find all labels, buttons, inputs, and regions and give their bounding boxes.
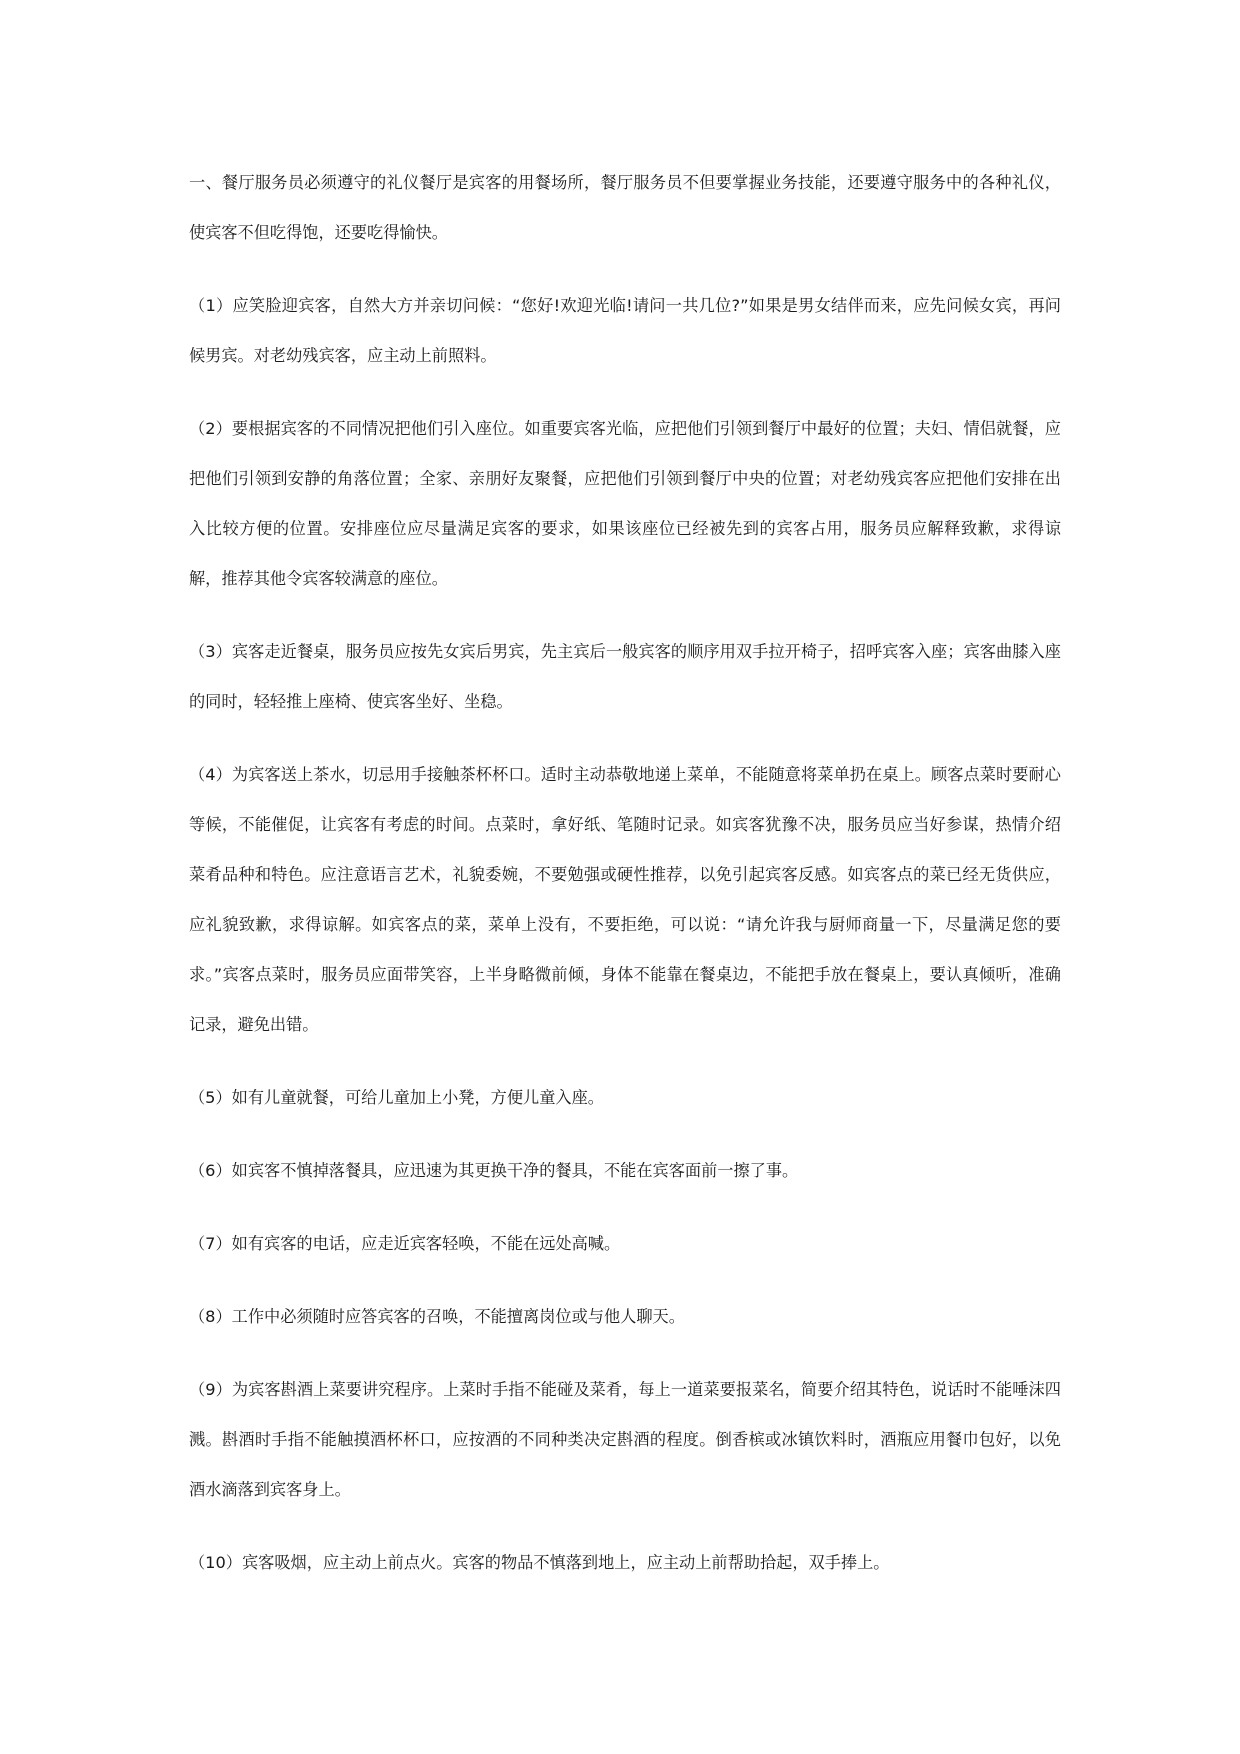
- rule-paragraph-3: （3）宾客走近餐桌，服务员应按先女宾后男宾，先主宾后一般宾客的顺序用双手拉开椅子，招呼宾客入座；宾客曲膝入座的同时，轻轻推上座椅、使宾客坐好、坐稳。: [189, 642, 1061, 711]
- intro-paragraph: 一、餐厅服务员必须遵守的礼仪餐厅是宾客的用餐场所，餐厅服务员不但要掌握业务技能，还要遵守服务中的各种礼仪，使宾客不但吃得饱，还要吃得愉快。: [189, 173, 1061, 242]
- document-body: [189, 158, 1061, 1588]
- rule-paragraph-8: （8）工作中必须随时应答宾客的召唤，不能擅离岗位或与他人聊天。: [189, 1307, 685, 1326]
- rule-paragraph-4: （4）为宾客送上茶水，切忌用手接触茶杯杯口。适时主动恭敬地递上菜单，不能随意将菜单扔在桌上。顾客点菜时要耐心等候，不能催促，让宾客有考虑的时间。点菜时，拿好纸、笔随时记录。如宾客犹豫不决，服务员应当好参谋，热情介绍菜肴品种和特色。应注意语言艺术，礼貌委婉，不要勉强或硬性推荐，以免引起宾客反感。如宾客点的菜已经无货供应，应礼貌致歉，求得谅解。如宾客点的菜，菜单上没有，不要拒绝，可以说：“请允许我与厨师商量一下，尽量满足您的要求。”宾客点菜时，服务员应面带笑容，上半身略微前倾，身体不能靠在餐桌边，不能把手放在餐桌上，要认真倾听，准确记录，避免出错。: [189, 765, 1061, 1034]
- rule-paragraph-6: （6）如宾客不慎掉落餐具，应迅速为其更换干净的餐具，不能在宾客面前一擦了事。: [189, 1161, 799, 1180]
- rule-paragraph-1: （1）应笑脸迎宾客，自然大方并亲切问候：“您好!欢迎光临!请问一共几位?”如果是男女结伴而来，应先问候女宾，再问候男宾。对老幼残宾客，应主动上前照料。: [189, 296, 1061, 365]
- rule-paragraph-7: （7）如有宾客的电话，应走近宾客轻唤，不能在远处高喊。: [189, 1234, 621, 1253]
- rule-paragraph-10: （10）宾客吸烟，应主动上前点火。宾客的物品不慎落到地上，应主动上前帮助拾起，双手捧上。: [189, 1553, 890, 1572]
- rule-paragraph-5: （5）如有儿童就餐，可给儿童加上小凳，方便儿童入座。: [189, 1088, 604, 1107]
- rule-paragraph-2: （2）要根据宾客的不同情况把他们引入座位。如重要宾客光临，应把他们引领到餐厅中最好的位置；夫妇、情侣就餐，应把他们引领到安静的角落位置；全家、亲朋好友聚餐，应把他们引领到餐厅中央的位置；对老幼残宾客应把他们安排在出入比较方便的位置。安排座位应尽量满足宾客的要求，如果该座位已经被先到的宾客占用，服务员应解释致歉，求得谅解，推荐其他令宾客较满意的座位。: [189, 419, 1061, 588]
- rule-paragraph-9: （9）为宾客斟酒上菜要讲究程序。上菜时手指不能碰及菜肴，每上一道菜要报菜名，简要介绍其特色，说话时不能唾沫四溅。斟酒时手指不能触摸酒杯杯口，应按酒的不同种类决定斟酒的程度。倒香槟或冰镇饮料时，酒瓶应用餐巾包好，以免酒水滴落到宾客身上。: [189, 1380, 1061, 1499]
